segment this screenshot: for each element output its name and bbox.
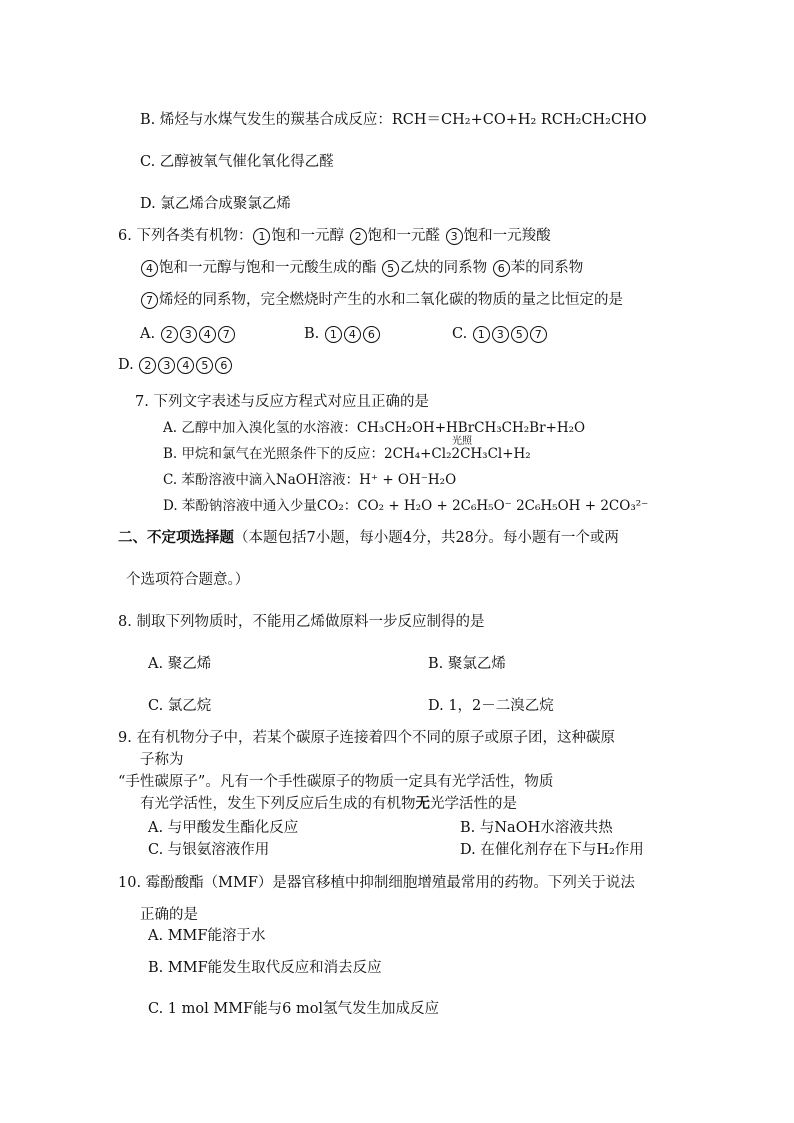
q10-option-c: C. 1 mol MMF能与6 mol氢气发生加成反应 <box>148 1001 440 1017</box>
q7-option-c: C. 苯酚溶液中滴入NaOH溶液：H⁺ + OH⁻H₂O <box>163 472 457 488</box>
q5-option-b: B. 烯烃与水煤气发生的羰基合成反应：RCH＝CH₂+CO+H₂ RCH₂CH₂CHO <box>140 112 647 128</box>
q9-stem-emphasis: 无 <box>415 795 430 812</box>
q6-option-c-label: C. <box>452 326 468 342</box>
q8-option-a: A. 聚乙烯 <box>148 656 212 672</box>
q6-option-a-label: A. <box>140 326 156 342</box>
q10-stem-line2: 正确的是 <box>140 907 198 923</box>
circled-6: 6 <box>493 260 510 277</box>
section-2-header <box>118 528 619 548</box>
q9-stem-4a: 有光学活性，发生下列反应后生成的有机物 <box>140 796 416 812</box>
circled-5: 5 <box>196 357 213 374</box>
circled-2: 2 <box>139 357 156 374</box>
circled-4: 4 <box>199 326 216 343</box>
q6-option-d <box>118 355 233 375</box>
circled-2: 2 <box>161 326 178 343</box>
q6-option-a <box>140 324 236 344</box>
section-2-desc-cont: 个选项符合题意。） <box>126 572 250 588</box>
q6-option-d-label: D. <box>118 357 134 373</box>
q6-item-6: 苯的同系物 <box>510 260 584 276</box>
q9-option-b: B. 与NaOH水溶液共热 <box>460 820 613 836</box>
q10-option-b: B. MMF能发生取代反应和消去反应 <box>148 960 382 976</box>
q9-stem-line3: “手性碳原子”。凡有一个手性碳原子的物质一定具有光学活性，物质 <box>118 774 554 790</box>
q5-option-d: D. 氯乙烯合成聚氯乙烯 <box>140 196 291 212</box>
circled-5: 5 <box>511 326 528 343</box>
circled-1: 1 <box>325 326 342 343</box>
q6-stem-prefix: 6. 下列各类有机物： <box>118 228 253 244</box>
circled-7: 7 <box>218 326 235 343</box>
q5-option-c: C. 乙醇被氧气催化氧化得乙醛 <box>140 154 334 170</box>
q6-item-7: 烯烃的同系物，完全燃烧时产生的水和二氧化碳的物质的量之比恒定的是 <box>159 292 623 308</box>
q9-stem-line1: 9. 在有机物分子中，若某个碳原子连接着四个不同的原子或原子团，这种碳原 <box>118 730 615 746</box>
q7-stem: 7. 下列文字表述与反应方程式对应且正确的是 <box>135 394 429 410</box>
q6-item-1: 饱和一元醇 <box>271 228 344 244</box>
circled-6: 6 <box>363 326 380 343</box>
circled-3: 3 <box>446 228 463 245</box>
q6-option-b <box>304 324 381 344</box>
section-2-desc: （本题包括7小题，每小题4分，共28分。每小题有一个或两 <box>234 530 619 546</box>
q9-stem-line4 <box>140 794 517 814</box>
circled-1: 1 <box>253 228 270 245</box>
q6-stem-line1 <box>118 226 551 246</box>
q6-option-c <box>452 324 548 344</box>
q6-item-3: 饱和一元羧酸 <box>463 228 551 244</box>
circled-3: 3 <box>158 357 175 374</box>
q6-item-2: 饱和一元醛 <box>367 228 441 244</box>
circled-7: 7 <box>530 326 547 343</box>
q6-item-5: 乙炔的同系物 <box>400 260 488 276</box>
circled-3: 3 <box>180 326 197 343</box>
q9-option-d: D. 在催化剂存在下与H₂作用 <box>460 842 644 858</box>
q9-stem-4c: 光学活性的是 <box>430 796 517 812</box>
q8-stem: 8. 制取下列物质时，不能用乙烯做原料一步反应制得的是 <box>118 614 485 630</box>
q9-option-a: A. 与甲酸发生酯化反应 <box>148 820 299 836</box>
q10-option-a: A. MMF能溶于水 <box>148 928 266 944</box>
q6-option-b-label: B. <box>304 326 320 342</box>
q8-option-b: B. 聚氯乙烯 <box>428 656 506 672</box>
circled-2: 2 <box>350 228 367 245</box>
circled-6: 6 <box>215 357 232 374</box>
circled-3: 3 <box>492 326 509 343</box>
circled-5: 5 <box>382 260 399 277</box>
circled-4: 4 <box>141 260 158 277</box>
q6-stem-line2 <box>140 258 583 278</box>
q9-stem-line2: 子称为 <box>140 752 184 768</box>
q9-option-c: C. 与银氨溶液作用 <box>148 842 270 858</box>
circled-7: 7 <box>141 292 158 309</box>
q6-item-4: 饱和一元醇与饱和一元酸生成的酯 <box>159 260 377 276</box>
q8-option-c: C. 氯乙烷 <box>148 698 212 714</box>
q6-stem-line3 <box>140 290 623 310</box>
circled-4: 4 <box>177 357 194 374</box>
q7-option-d: D. 苯酚钠溶液中通入少量CO₂：CO₂ + H₂O + 2C₆H₅O⁻ 2C₆H₅OH + 2CO₃²⁻ <box>163 498 649 514</box>
q7-option-b: B. 甲烷和氯气在光照条件下的反应：2CH₄+Cl₂2CH₃Cl+H₂ <box>163 446 531 462</box>
q7-option-b-condition: 光照 <box>452 436 472 447</box>
section-2-title: 二、不定项选择题 <box>118 529 234 546</box>
circled-1: 1 <box>473 326 490 343</box>
circled-4: 4 <box>344 326 361 343</box>
q7-option-a: A. 乙醇中加入溴化氢的水溶液：CH₃CH₂OH+HBrCH₃CH₂Br+H₂O <box>163 420 586 436</box>
q10-stem-line1: 10. 霉酚酸酯（MMF）是器官移植中抑制细胞增殖最常用的药物。下列关于说法 <box>118 875 635 891</box>
q8-option-d: D. 1，2－二溴乙烷 <box>428 698 554 714</box>
